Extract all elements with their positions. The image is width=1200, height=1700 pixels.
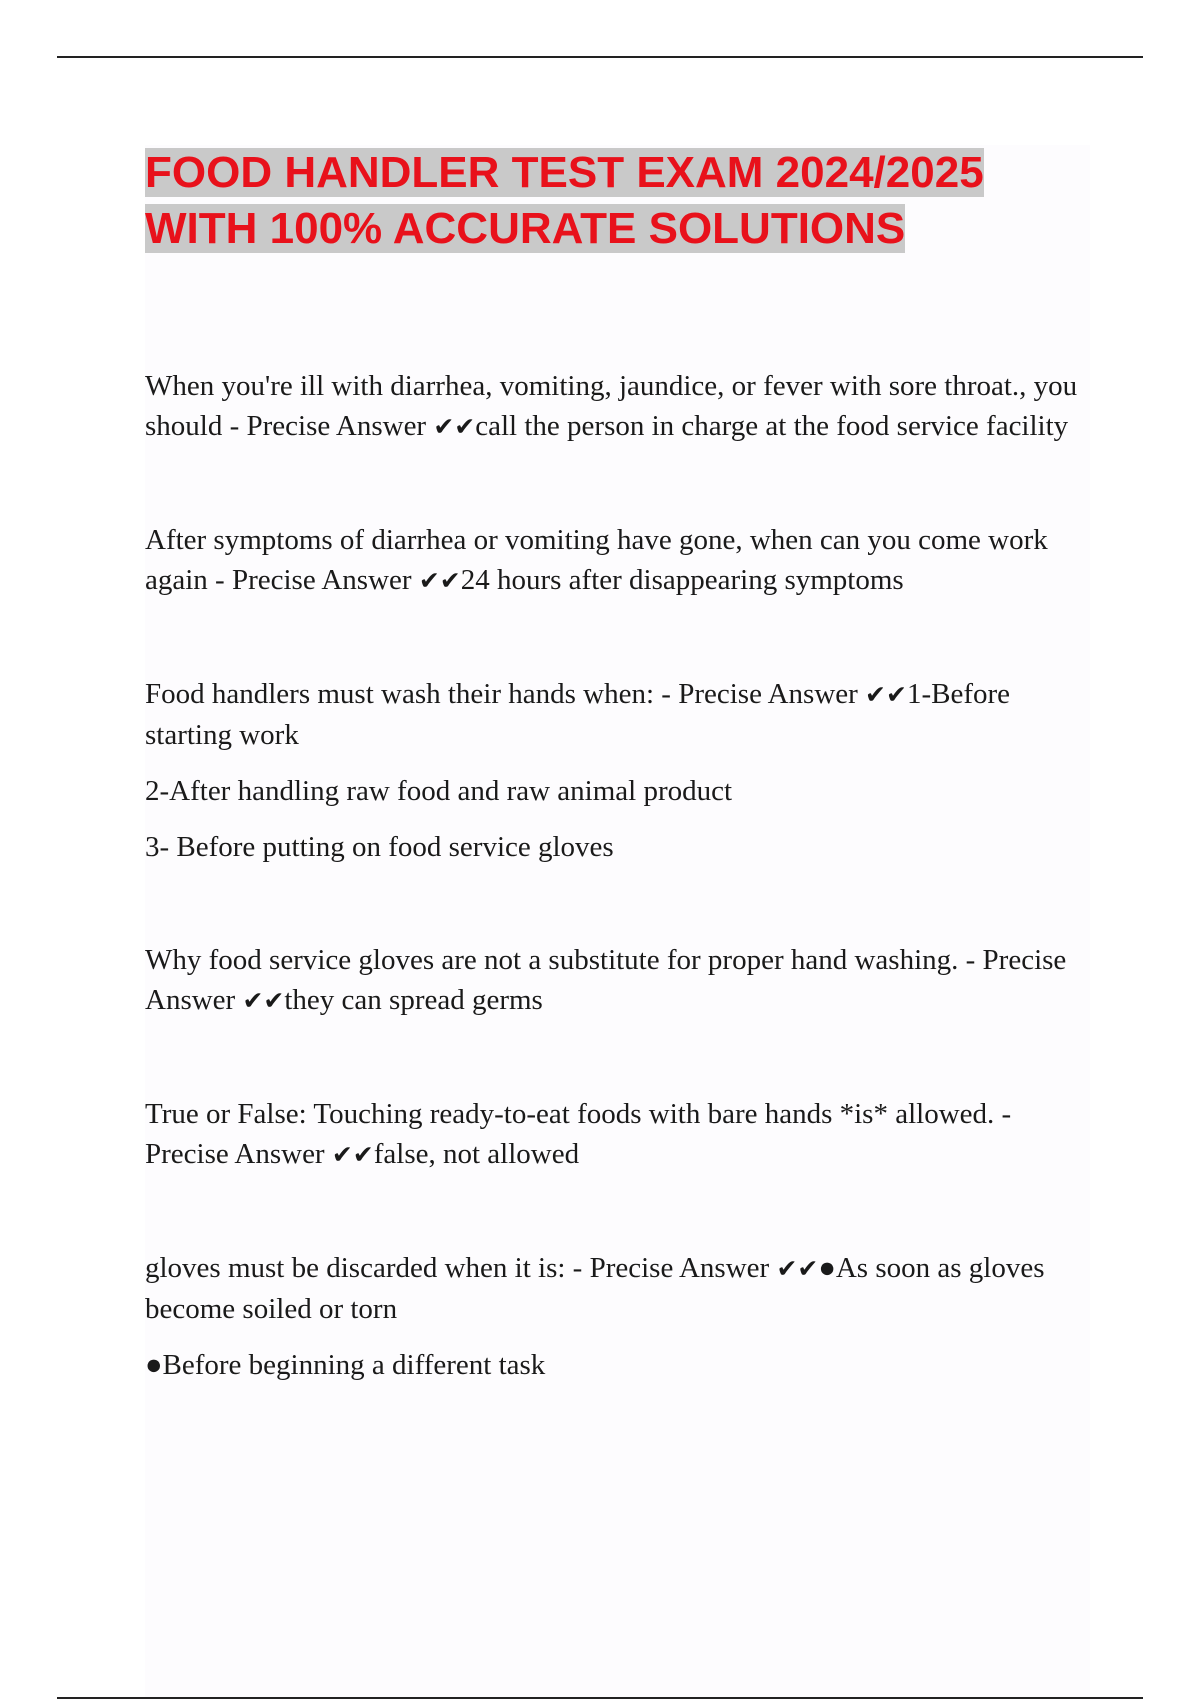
bottom-rule [57, 1697, 1143, 1699]
answer-line: 3- Before putting on food service gloves [145, 831, 614, 863]
qa-item [145, 674, 1090, 867]
check-icon: ✔✔ [776, 1254, 819, 1283]
answer-text: call the person in charge at the food service facility [475, 410, 1069, 442]
qa-item [145, 1248, 1090, 1385]
check-icon: ✔✔ [865, 680, 907, 709]
question-text: True or False: Touching ready-to-eat foods with bare hands *is* allowed. - Precise Answer [145, 1098, 1012, 1170]
qa-item [145, 366, 1090, 447]
qa-paragraph [145, 940, 1090, 1021]
question-text: Food handlers must wash their hands when: - Precise Answer [145, 678, 866, 710]
qa-paragraph [145, 520, 1090, 601]
check-icon: ✔✔ [433, 412, 476, 441]
qa-list [145, 366, 1090, 1385]
question-text: When you're ill with diarrhea, vomiting, jaundice, or fever with sore throat., you should - Precise Answer [145, 370, 1078, 442]
top-rule [57, 56, 1143, 58]
answer-text: 1-Before starting work [145, 678, 1011, 751]
question-text: gloves must be discarded when it is: - Precise Answer [145, 1252, 777, 1284]
qa-item [145, 940, 1090, 1021]
qa-paragraph [145, 1248, 1090, 1329]
question-text: Why food service gloves are not a substitute for proper hand washing. - Precise Answer [145, 944, 1067, 1016]
answer-text: false, not allowed [373, 1138, 580, 1170]
answer-line: 2-After handling raw food and raw animal product [145, 775, 733, 807]
qa-paragraph [145, 366, 1090, 447]
qa-item [145, 520, 1090, 601]
title-line-2: WITH 100% ACCURATE SOLUTIONS [145, 204, 906, 253]
document-title [145, 145, 1090, 257]
check-icon: ✔✔ [418, 566, 461, 595]
check-icon: ✔✔ [331, 1140, 374, 1169]
qa-paragraph [145, 674, 1090, 755]
qa-item [145, 1094, 1090, 1175]
title-line-1: FOOD HANDLER TEST EXAM 2024/2025 [145, 148, 984, 197]
answer-line: ●Before beginning a different task [145, 1349, 546, 1381]
answer-text: 24 hours after disappearing symptoms [460, 564, 904, 596]
answer-text: ●As soon as gloves become soiled or torn [145, 1252, 1045, 1325]
qa-paragraph [145, 1094, 1090, 1175]
answer-text: they can spread germs [284, 984, 543, 1016]
question-text: After symptoms of diarrhea or vomiting have gone, when can you come work again - Precise Answer [145, 524, 1048, 596]
check-icon: ✔✔ [242, 986, 285, 1015]
